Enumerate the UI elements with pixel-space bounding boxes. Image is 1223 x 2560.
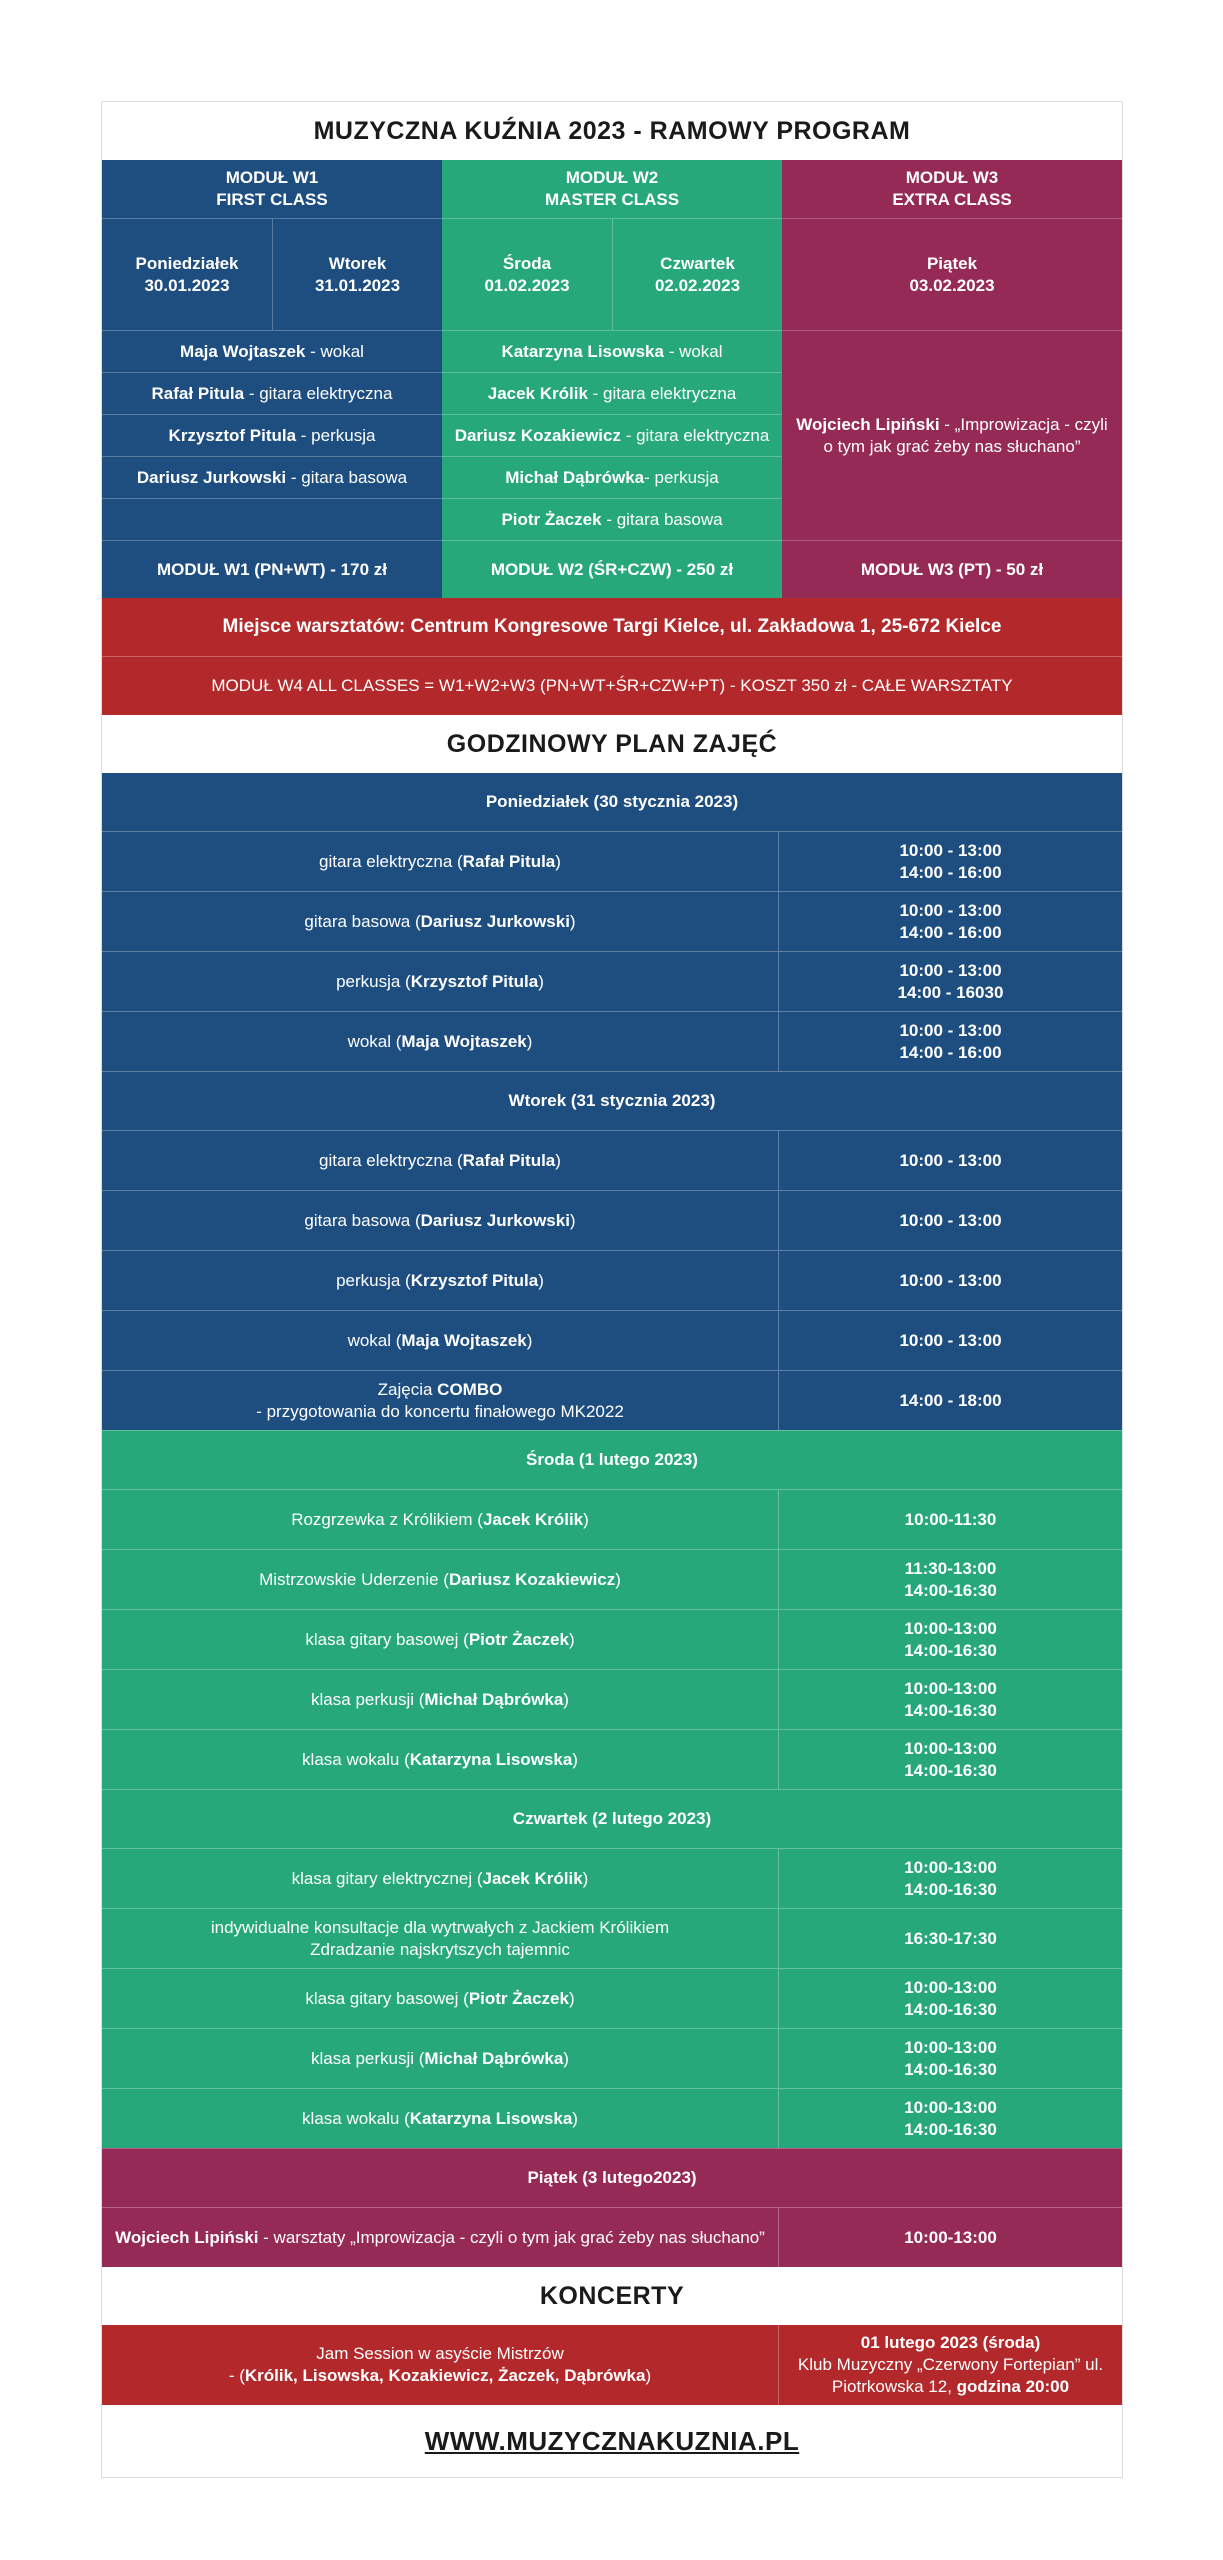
schedule-day-header: Wtorek (31 stycznia 2023)	[102, 1071, 1122, 1130]
schedule-time	[779, 2089, 1122, 2148]
concert-line1: Jam Session w asyście Mistrzów	[316, 2344, 564, 2363]
concert-address: Piotrkowska 12,	[831, 2377, 957, 2396]
schedule-row	[102, 2207, 1122, 2267]
schedule-activity	[102, 1371, 779, 1430]
schedule-row	[102, 1968, 1122, 2028]
schedule-row	[102, 2088, 1122, 2148]
instructor-name: Michał Dąbrówka	[424, 2048, 564, 2068]
instructor-name: Katarzyna Lisowska	[501, 341, 664, 361]
activity-text: wokal (	[347, 1330, 402, 1350]
time-slot: 14:00 - 18:00	[899, 1390, 1002, 1410]
schedule-time	[779, 1730, 1122, 1789]
instructor-role: - perkusja	[644, 467, 719, 487]
time-slot: 10:00-13:00	[904, 1977, 997, 1997]
schedule-time	[779, 1251, 1122, 1310]
time-slot: 16:30-17:30	[904, 1928, 997, 1948]
concert-row	[102, 2325, 1122, 2405]
instructor-name: Wojciech Lipiński	[115, 2227, 259, 2247]
time-slot: 10:00-13:00	[904, 2037, 997, 2057]
concert-time: godzina 20:00	[956, 2377, 1070, 2396]
module-w1-price: MODUŁ W1 (PN+WT) - 170 zł	[102, 540, 442, 598]
activity-text: perkusja (	[336, 971, 411, 991]
instructor-w1	[102, 414, 442, 456]
concert-date: 01 lutego 2023 (środa)	[860, 2333, 1041, 2352]
activity-subtext: Zdradzanie najskrytszych tajemnic	[310, 1939, 570, 1959]
time-slot: 14:00-16:30	[904, 1999, 997, 2019]
module-w1-name: MODUŁ W1	[225, 168, 319, 187]
time-slot: 14:00 - 16030	[897, 982, 1004, 1002]
time-slot: 14:00-16:30	[904, 1879, 997, 1899]
day-wednesday	[442, 218, 612, 330]
activity-text-end: )	[572, 1749, 578, 1769]
time-slot: 14:00 - 16:00	[899, 1042, 1002, 1062]
instructor-role: - gitara elektryczna	[244, 383, 393, 403]
activity-text: klasa perkusji (	[311, 1689, 425, 1709]
activity-text: gitara elektryczna (	[319, 1150, 463, 1170]
schedule-row	[102, 1190, 1122, 1250]
instructor-name: Dariusz Jurkowski	[420, 911, 570, 931]
activity-text-end: )	[538, 971, 544, 991]
schedule-activity	[102, 1730, 779, 1789]
instructor-name: Dariusz Jurkowski	[136, 467, 287, 487]
instructor-name: Dariusz Kozakiewicz	[448, 1569, 616, 1589]
instructor-name: Michał Dąbrówka	[424, 1689, 564, 1709]
instructor-role: - „Improwizacja - czyli o tym jak grać żeby nas słuchano”	[823, 414, 1108, 456]
activity-text: wokal (	[347, 1031, 402, 1051]
day-monday	[102, 218, 272, 330]
instructor-w3	[782, 330, 1122, 540]
day-date: 30.01.2023	[144, 275, 230, 295]
instructor-name: Piotr Żaczek	[501, 509, 602, 529]
activity-text: klasa wokalu (	[302, 1749, 410, 1769]
instructor-w2	[442, 498, 782, 540]
concert-place-time	[832, 2376, 1069, 2398]
schedule-row	[102, 1489, 1122, 1549]
instructor-role: - gitara elektryczna	[620, 425, 770, 445]
schedule-time	[779, 1550, 1122, 1609]
instructor-role: - gitara basowa	[286, 467, 408, 487]
instructor-w1	[102, 456, 442, 498]
activity-text: klasa gitary basowej (	[305, 1988, 469, 2008]
time-slot: 10:00 - 13:00	[899, 1150, 1002, 1170]
schedule-activity	[102, 892, 779, 951]
schedule-time	[779, 1131, 1122, 1190]
day-date: 01.02.2023	[484, 275, 570, 295]
activity-text-end: )	[582, 1868, 589, 1888]
time-slot: 10:00-13:00	[904, 1618, 997, 1638]
activity-text-end: )	[538, 1270, 544, 1290]
instructor-name: Jacek Królik	[482, 1868, 583, 1888]
time-slot: 10:00 - 13:00	[899, 1020, 1002, 1040]
module-w2-header	[442, 160, 782, 218]
schedule-activity	[102, 1849, 779, 1908]
instructor-name: Dariusz Kozakiewicz	[454, 425, 621, 445]
schedule-row	[102, 1310, 1122, 1370]
instructor-name: Jacek Królik	[482, 1509, 584, 1529]
schedule-row	[102, 1609, 1122, 1669]
schedule-time	[779, 1670, 1122, 1729]
activity-text: Mistrzowskie Uderzenie (	[259, 1569, 449, 1589]
schedule-time	[779, 1909, 1122, 1968]
instructor-w1	[102, 330, 442, 372]
instructor-role: - gitara elektryczna	[587, 383, 737, 403]
activity-text: gitara basowa (	[304, 1210, 421, 1230]
schedule	[102, 773, 1122, 2267]
concert-description	[102, 2325, 779, 2405]
module-w3-header	[782, 160, 1122, 218]
schedule-row	[102, 1011, 1122, 1071]
schedule-time	[779, 1371, 1122, 1430]
concert-line2-post: )	[645, 2366, 652, 2385]
concert-place: Klub Muzyczny „Czerwony Fortepian” ul.	[797, 2355, 1104, 2374]
instructor-name: Dariusz Jurkowski	[420, 1210, 570, 1230]
time-slot: 14:00-16:30	[904, 1760, 997, 1780]
activity-text-end: )	[555, 1150, 561, 1170]
instructor-w2	[442, 372, 782, 414]
schedule-activity	[102, 1131, 779, 1190]
activity-text: gitara basowa (	[304, 911, 421, 931]
activity-text-end: )	[555, 851, 561, 871]
time-slot: 10:00 - 13:00	[899, 1210, 1002, 1230]
schedule-row	[102, 2028, 1122, 2088]
time-slot: 14:00 - 16:00	[899, 922, 1002, 942]
schedule-time	[779, 892, 1122, 951]
activity-text: Rozgrzewka z Królikiem (	[291, 1509, 483, 1529]
time-slot: 10:00-11:30	[904, 1509, 997, 1529]
time-slot: 14:00 - 16:00	[899, 862, 1002, 882]
time-slot: 10:00 - 13:00	[899, 840, 1002, 860]
activity-text-end: )	[526, 1031, 533, 1051]
schedule-row	[102, 1370, 1122, 1430]
schedule-time	[779, 1490, 1122, 1549]
time-slot: 10:00 - 13:00	[899, 960, 1002, 980]
instructor-w1-empty	[102, 498, 442, 540]
schedule-row	[102, 1848, 1122, 1908]
day-date: 02.02.2023	[654, 275, 741, 295]
day-name: Poniedziałek	[135, 253, 239, 273]
schedule-day-header: Poniedziałek (30 stycznia 2023)	[102, 773, 1122, 831]
module-grid	[102, 160, 1122, 598]
schedule-activity	[102, 952, 779, 1011]
schedule-time	[779, 1191, 1122, 1250]
instructor-w2	[442, 330, 782, 372]
instructor-name: Maja Wojtaszek	[401, 1330, 527, 1350]
activity-text-end: )	[563, 2048, 569, 2068]
schedule-day-header: Środa (1 lutego 2023)	[102, 1430, 1122, 1489]
page-title: MUZYCZNA KUŹNIA 2023 - RAMOWY PROGRAM	[102, 102, 1122, 160]
day-tuesday	[272, 218, 442, 330]
instructor-role: - perkusja	[296, 425, 376, 445]
time-slot: 14:00-16:30	[904, 1580, 997, 1600]
instructor-name: Jacek Królik	[487, 383, 588, 403]
time-slot: 14:00-16:30	[904, 1700, 997, 1720]
program-document	[101, 101, 1123, 2478]
activity-text: klasa gitary elektrycznej (	[291, 1868, 483, 1888]
instructor-name: Piotr Żaczek	[468, 1988, 569, 2008]
instructor-name: Krzysztof Pitula	[168, 425, 297, 445]
instructor-w2	[442, 414, 782, 456]
schedule-activity	[102, 1191, 779, 1250]
module-w3-name: MODUŁ W3	[905, 168, 999, 187]
time-slot: 14:00-16:30	[904, 2059, 997, 2079]
schedule-time	[779, 2208, 1122, 2267]
instructor-w1	[102, 372, 442, 414]
time-slot: 10:00 - 13:00	[899, 1270, 1002, 1290]
module-w4-banner: MODUŁ W4 ALL CLASSES = W1+W2+W3 (PN+WT+ŚR+CZW+PT) - KOSZT 350 zł - CAŁE WARSZTATY	[102, 656, 1122, 715]
schedule-row	[102, 1908, 1122, 1968]
schedule-row	[102, 831, 1122, 891]
schedule-row	[102, 951, 1122, 1011]
concert-masters: Królik, Lisowska, Kozakiewicz, Żaczek, Dąbrówka	[244, 2366, 646, 2385]
schedule-day-header: Czwartek (2 lutego 2023)	[102, 1789, 1122, 1848]
schedule-time	[779, 1969, 1122, 2028]
module-w1-header	[102, 160, 442, 218]
activity-text-end: )	[568, 1988, 575, 2008]
plan-title: GODZINOWY PLAN ZAJĘĆ	[102, 715, 1122, 773]
module-w2-sub: MASTER CLASS	[544, 190, 680, 209]
schedule-time	[779, 1012, 1122, 1071]
schedule-activity	[102, 1311, 779, 1370]
activity-text-end: )	[526, 1330, 533, 1350]
schedule-activity	[102, 1909, 779, 1968]
schedule-row	[102, 1669, 1122, 1729]
schedule-activity	[102, 1969, 779, 2028]
time-slot: 10:00-13:00	[904, 2097, 997, 2117]
day-date: 03.02.2023	[909, 275, 995, 295]
schedule-activity	[102, 1670, 779, 1729]
day-name: Wtorek	[328, 253, 387, 273]
activity-text: Zajęcia	[377, 1379, 438, 1399]
module-w2-price: MODUŁ W2 (ŚR+CZW) - 250 zł	[442, 540, 782, 598]
activity-text: klasa wokalu (	[302, 2108, 410, 2128]
time-slot: 14:00-16:30	[904, 2119, 997, 2139]
schedule-row	[102, 1549, 1122, 1609]
schedule-time	[779, 2029, 1122, 2088]
website-link[interactable]: WWW.MUZYCZNAKUZNIA.PL	[424, 2425, 800, 2456]
schedule-activity	[102, 832, 779, 891]
activity-text-end: - warsztaty „Improwizacja - czyli o tym jak grać żeby nas słuchano”	[258, 2227, 765, 2247]
schedule-row	[102, 1130, 1122, 1190]
time-slot: 10:00-13:00	[904, 2227, 997, 2247]
schedule-row	[102, 1729, 1122, 1789]
module-w3-price: MODUŁ W3 (PT) - 50 zł	[782, 540, 1122, 598]
activity-text-end: )	[569, 911, 576, 931]
schedule-time	[779, 1610, 1122, 1669]
instructor-name: Katarzyna Lisowska	[409, 2108, 573, 2128]
schedule-activity	[102, 2208, 779, 2267]
instructor-role: - wokal	[305, 341, 364, 361]
schedule-row	[102, 891, 1122, 951]
venue-banner: Miejsce warsztatów: Centrum Kongresowe Targi Kielce, ul. Zakładowa 1, 25-672 Kielce	[102, 598, 1122, 656]
schedule-activity	[102, 2089, 779, 2148]
day-thursday	[612, 218, 782, 330]
instructor-name: Krzysztof Pitula	[410, 1270, 539, 1290]
day-date: 31.01.2023	[314, 275, 401, 295]
activity-text-end: )	[563, 1689, 569, 1709]
activity-text: gitara elektryczna (	[319, 851, 463, 871]
schedule-time	[779, 1311, 1122, 1370]
time-slot: 10:00 - 13:00	[899, 1330, 1002, 1350]
module-w2-name: MODUŁ W2	[565, 168, 659, 187]
instructor-name: Rafał Pitula	[151, 383, 245, 403]
activity-subtext: - przygotowania do koncertu finałowego MK2022	[256, 1401, 624, 1421]
time-slot: 10:00-13:00	[904, 1857, 997, 1877]
instructor-role: - gitara basowa	[601, 509, 723, 529]
day-name: Piątek	[926, 253, 978, 273]
instructor-name: Maja Wojtaszek	[401, 1031, 527, 1051]
activity-text-end: )	[569, 1210, 576, 1230]
module-w3-sub: EXTRA CLASS	[892, 190, 1012, 209]
day-friday	[782, 218, 1122, 330]
activity-text-end: )	[583, 1509, 589, 1529]
instructor-w2	[442, 456, 782, 498]
time-slot: 14:00-16:30	[904, 1640, 997, 1660]
schedule-activity	[102, 2029, 779, 2088]
schedule-row	[102, 1250, 1122, 1310]
instructor-name: COMBO	[437, 1379, 503, 1399]
activity-text-end: )	[568, 1629, 575, 1649]
instructor-role: - wokal	[663, 341, 723, 361]
activity-text: perkusja (	[336, 1270, 411, 1290]
instructor-name: Katarzyna Lisowska	[409, 1749, 573, 1769]
instructor-name: Wojciech Lipiński	[796, 414, 940, 434]
time-slot: 10:00-13:00	[904, 1678, 997, 1698]
concert-line2	[229, 2365, 651, 2387]
concert-details	[779, 2325, 1122, 2405]
activity-text: klasa perkusji (	[311, 2048, 425, 2068]
schedule-activity	[102, 1610, 779, 1669]
activity-text-end: )	[615, 1569, 621, 1589]
schedule-time	[779, 1849, 1122, 1908]
schedule-activity	[102, 1012, 779, 1071]
schedule-time	[779, 832, 1122, 891]
instructor-name: Michał Dąbrówka	[505, 467, 645, 487]
activity-text: indywidualne konsultacje dla wytrwałych z Jackiem Królikiem	[210, 1917, 670, 1937]
instructor-name: Piotr Żaczek	[468, 1629, 569, 1649]
instructor-name: Rafał Pitula	[462, 1150, 556, 1170]
day-name: Środa	[502, 253, 552, 273]
activity-text-end: )	[572, 2108, 578, 2128]
instructor-name: Krzysztof Pitula	[410, 971, 539, 991]
schedule-activity	[102, 1550, 779, 1609]
module-w1-sub: FIRST CLASS	[216, 190, 328, 209]
time-slot: 10:00 - 13:00	[899, 900, 1002, 920]
instructor-name: Maja Wojtaszek	[180, 341, 306, 361]
time-slot: 11:30-13:00	[904, 1558, 997, 1578]
schedule-activity	[102, 1490, 779, 1549]
concerts-title: KONCERTY	[102, 2267, 1122, 2325]
schedule-time	[779, 952, 1122, 1011]
day-name: Czwartek	[660, 253, 735, 273]
concert-line2-pre: - (	[228, 2366, 245, 2385]
time-slot: 10:00-13:00	[904, 1738, 997, 1758]
instructor-name: Rafał Pitula	[462, 851, 556, 871]
schedule-day-header: Piątek (3 lutego2023)	[102, 2148, 1122, 2207]
schedule-activity	[102, 1251, 779, 1310]
activity-text: klasa gitary basowej (	[305, 1629, 469, 1649]
